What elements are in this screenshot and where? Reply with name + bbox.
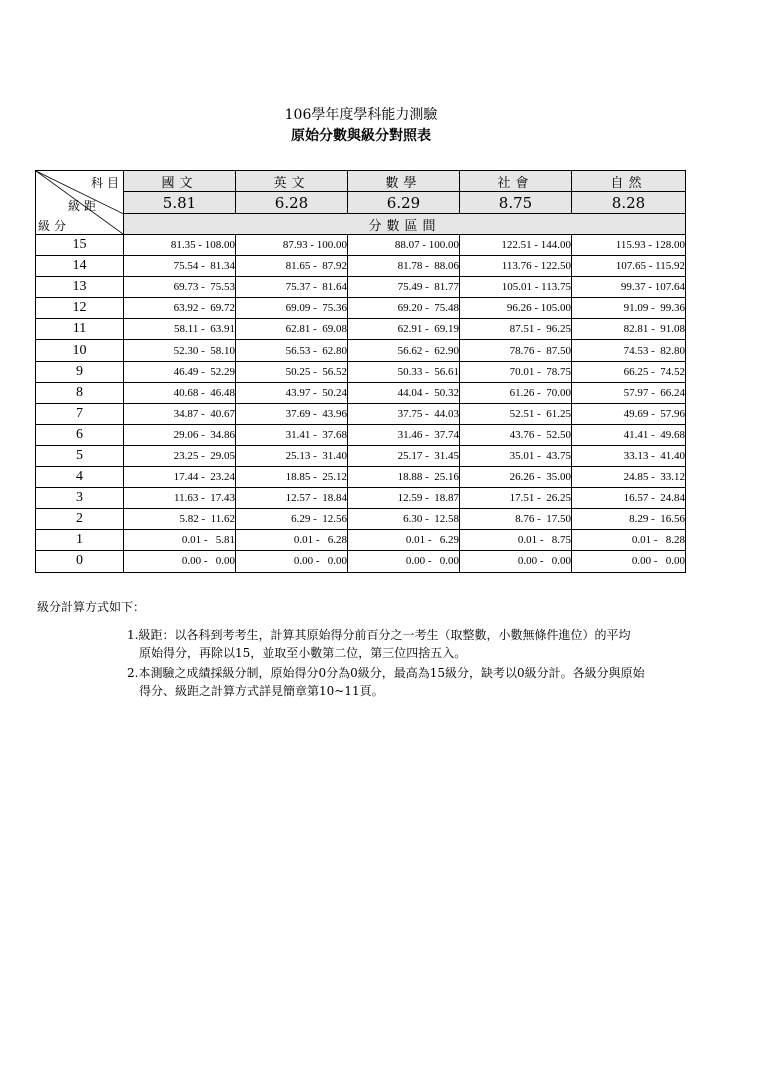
score-range-cell: 25.17 - 31.45 [348, 445, 460, 466]
score-range-cell: 70.01 - 78.75 [460, 361, 572, 382]
score-range-cell: 40.68 - 46.48 [124, 382, 236, 403]
score-range-cell: 0.01 - 8.75 [460, 530, 572, 551]
table-row [36, 488, 686, 509]
score-range-cell: 44.04 - 50.32 [348, 382, 460, 403]
level-cell: 12 [36, 298, 124, 319]
score-range-cell: 88.07 - 100.00 [348, 235, 460, 256]
note-item [127, 626, 630, 662]
score-range-cell: 31.46 - 37.74 [348, 424, 460, 445]
table-row [36, 509, 686, 530]
level-cell: 1 [36, 530, 124, 551]
score-range-cell: 11.63 - 17.43 [124, 488, 236, 509]
subject-corner-label: 科目 [90, 176, 123, 190]
score-range-cell: 56.62 - 62.90 [348, 340, 460, 361]
subject-header: 英文 [236, 171, 348, 192]
score-range-cell: 66.25 - 74.52 [572, 361, 686, 382]
score-range-cell: 52.30 - 58.10 [124, 340, 236, 361]
score-range-cell: 31.41 - 37.68 [236, 424, 348, 445]
score-range-cell: 43.97 - 50.24 [236, 382, 348, 403]
score-range-cell: 75.49 - 81.77 [348, 277, 460, 298]
level-cell: 11 [36, 319, 124, 340]
score-range-cell: 56.53 - 62.80 [236, 340, 348, 361]
level-cell: 4 [36, 467, 124, 488]
level-cell: 15 [36, 235, 124, 256]
score-range-cell: 16.57 - 24.84 [572, 488, 686, 509]
score-range-cell: 0.00 - 0.00 [348, 551, 460, 572]
score-range-cell: 49.69 - 57.96 [572, 403, 686, 424]
score-range-cell: 12.59 - 18.87 [348, 488, 460, 509]
score-range-cell: 78.76 - 87.50 [460, 340, 572, 361]
score-range-cell: 37.75 - 44.03 [348, 403, 460, 424]
score-range-cell: 50.25 - 56.52 [236, 361, 348, 382]
sd-corner-label: 級距 [68, 199, 101, 213]
score-range-cell: 50.33 - 56.61 [348, 361, 460, 382]
score-range-cell: 87.51 - 96.25 [460, 319, 572, 340]
table-row [36, 298, 686, 319]
score-range-cell: 0.00 - 0.00 [460, 551, 572, 572]
table-row [36, 361, 686, 382]
notes-heading: 級分計算方式如下： [37, 600, 146, 614]
score-range-cell: 96.26 - 105.00 [460, 298, 572, 319]
score-range-cell: 82.81 - 91.08 [572, 319, 686, 340]
score-range-cell: 8.76 - 17.50 [460, 509, 572, 530]
score-range-cell: 115.93 - 128.00 [572, 235, 686, 256]
level-cell: 0 [36, 551, 124, 572]
score-range-cell: 37.69 - 43.96 [236, 403, 348, 424]
table-row [36, 467, 686, 488]
score-range-cell: 122.51 - 144.00 [460, 235, 572, 256]
table-row [36, 277, 686, 298]
score-range-cell: 6.29 - 12.56 [236, 509, 348, 530]
level-cell: 10 [36, 340, 124, 361]
subject-header: 社會 [460, 171, 572, 192]
score-range-cell: 107.65 - 115.92 [572, 256, 686, 277]
level-cell: 3 [36, 488, 124, 509]
range-header-row [36, 214, 686, 235]
table-row [36, 530, 686, 551]
score-range-cell: 62.91 - 69.19 [348, 319, 460, 340]
score-range-cell: 75.54 - 81.34 [124, 256, 236, 277]
score-range-cell: 0.00 - 0.00 [572, 551, 686, 572]
score-range-cell: 74.53 - 82.80 [572, 340, 686, 361]
score-range-cell: 0.00 - 0.00 [124, 551, 236, 572]
score-range-cell: 99.37 - 107.64 [572, 277, 686, 298]
score-range-cell: 113.76 - 122.50 [460, 256, 572, 277]
level-corner-label: 級分 [38, 219, 71, 233]
score-range-cell: 0.01 - 8.28 [572, 530, 686, 551]
score-range-cell: 25.13 - 31.40 [236, 445, 348, 466]
sd-value: 6.28 [236, 192, 348, 214]
level-cell: 8 [36, 382, 124, 403]
note-line: 1.級距：以各科到考考生，計算其原始得分前百分之一考生（取整數，小數無條件進位）的平均 [127, 628, 631, 642]
level-cell: 14 [36, 256, 124, 277]
score-range-cell: 81.78 - 88.06 [348, 256, 460, 277]
score-range-cell: 61.26 - 70.00 [460, 382, 572, 403]
table-row [36, 256, 686, 277]
score-range-cell: 0.01 - 6.28 [236, 530, 348, 551]
score-range-cell: 0.01 - 5.81 [124, 530, 236, 551]
level-cell: 7 [36, 403, 124, 424]
level-cell: 2 [36, 509, 124, 530]
subject-header: 國文 [124, 171, 236, 192]
score-range-cell: 63.92 - 69.72 [124, 298, 236, 319]
score-range-cell: 33.13 - 41.40 [572, 445, 686, 466]
score-range-cell: 0.01 - 6.29 [348, 530, 460, 551]
table-row [36, 403, 686, 424]
score-range-cell: 62.81 - 69.08 [236, 319, 348, 340]
score-range-cell: 8.29 - 16.56 [572, 509, 686, 530]
table-row [36, 319, 686, 340]
table-row [36, 445, 686, 466]
score-range-cell: 18.85 - 25.12 [236, 467, 348, 488]
subject-header: 自然 [572, 171, 686, 192]
subject-header: 數學 [348, 171, 460, 192]
note-line: 原始得分，再除以15，並取至小數第二位，第三位四捨五入。 [139, 646, 467, 660]
score-range-cell: 52.51 - 61.25 [460, 403, 572, 424]
score-range-cell: 69.20 - 75.48 [348, 298, 460, 319]
standard-deviation-row [36, 192, 686, 214]
score-range-cell: 26.26 - 35.00 [460, 467, 572, 488]
table-row [36, 340, 686, 361]
score-range-cell: 0.00 - 0.00 [236, 551, 348, 572]
table-row [36, 235, 686, 256]
score-range-cell: 69.73 - 75.53 [124, 277, 236, 298]
score-range-cell: 17.44 - 23.24 [124, 467, 236, 488]
score-range-cell: 41.41 - 49.68 [572, 424, 686, 445]
sd-value: 5.81 [124, 192, 236, 214]
table-row [36, 382, 686, 403]
score-range-cell: 6.30 - 12.58 [348, 509, 460, 530]
sd-value: 8.28 [572, 192, 686, 214]
level-cell: 9 [36, 361, 124, 382]
document-title: 106學年度學科能力測驗 [284, 107, 438, 123]
score-range-cell: 35.01 - 43.75 [460, 445, 572, 466]
score-range-cell: 81.35 - 108.00 [124, 235, 236, 256]
sd-value: 6.29 [348, 192, 460, 214]
score-range-cell: 87.93 - 100.00 [236, 235, 348, 256]
score-range-cell: 57.97 - 66.24 [572, 382, 686, 403]
score-range-cell: 29.06 - 34.86 [124, 424, 236, 445]
note-line: 得分、級距之計算方式詳見簡章第10~11頁。 [139, 684, 384, 698]
score-range-cell: 58.11 - 63.91 [124, 319, 236, 340]
subject-header-row [36, 171, 686, 192]
document-subtitle: 原始分數與級分對照表 [291, 128, 431, 144]
score-range-cell: 105.01 - 113.75 [460, 277, 572, 298]
score-range-cell: 34.87 - 40.67 [124, 403, 236, 424]
score-range-cell: 18.88 - 25.16 [348, 467, 460, 488]
table-row [36, 551, 686, 572]
score-range-cell: 17.51 - 26.25 [460, 488, 572, 509]
score-range-cell: 5.82 - 11.62 [124, 509, 236, 530]
score-range-header: 分數區間 [124, 214, 686, 235]
score-range-cell: 24.85 - 33.12 [572, 467, 686, 488]
score-range-cell: 46.49 - 52.29 [124, 361, 236, 382]
table-row [36, 424, 686, 445]
score-range-cell: 43.76 - 52.50 [460, 424, 572, 445]
level-cell: 6 [36, 424, 124, 445]
score-range-cell: 91.09 - 99.36 [572, 298, 686, 319]
score-range-cell: 81.65 - 87.92 [236, 256, 348, 277]
level-cell: 13 [36, 277, 124, 298]
conversion-table [35, 170, 686, 573]
score-range-cell: 23.25 - 29.05 [124, 445, 236, 466]
score-range-cell: 12.57 - 18.84 [236, 488, 348, 509]
sd-value: 8.75 [460, 192, 572, 214]
score-range-cell: 69.09 - 75.36 [236, 298, 348, 319]
note-item [127, 664, 645, 700]
note-line: 2.本測驗之成績採級分制，原始得分0分為0級分，最高為15級分，缺考以0級分計。各級分與原始 [127, 666, 645, 680]
corner-header-cell [36, 171, 124, 235]
score-range-cell: 75.37 - 81.64 [236, 277, 348, 298]
level-cell: 5 [36, 445, 124, 466]
